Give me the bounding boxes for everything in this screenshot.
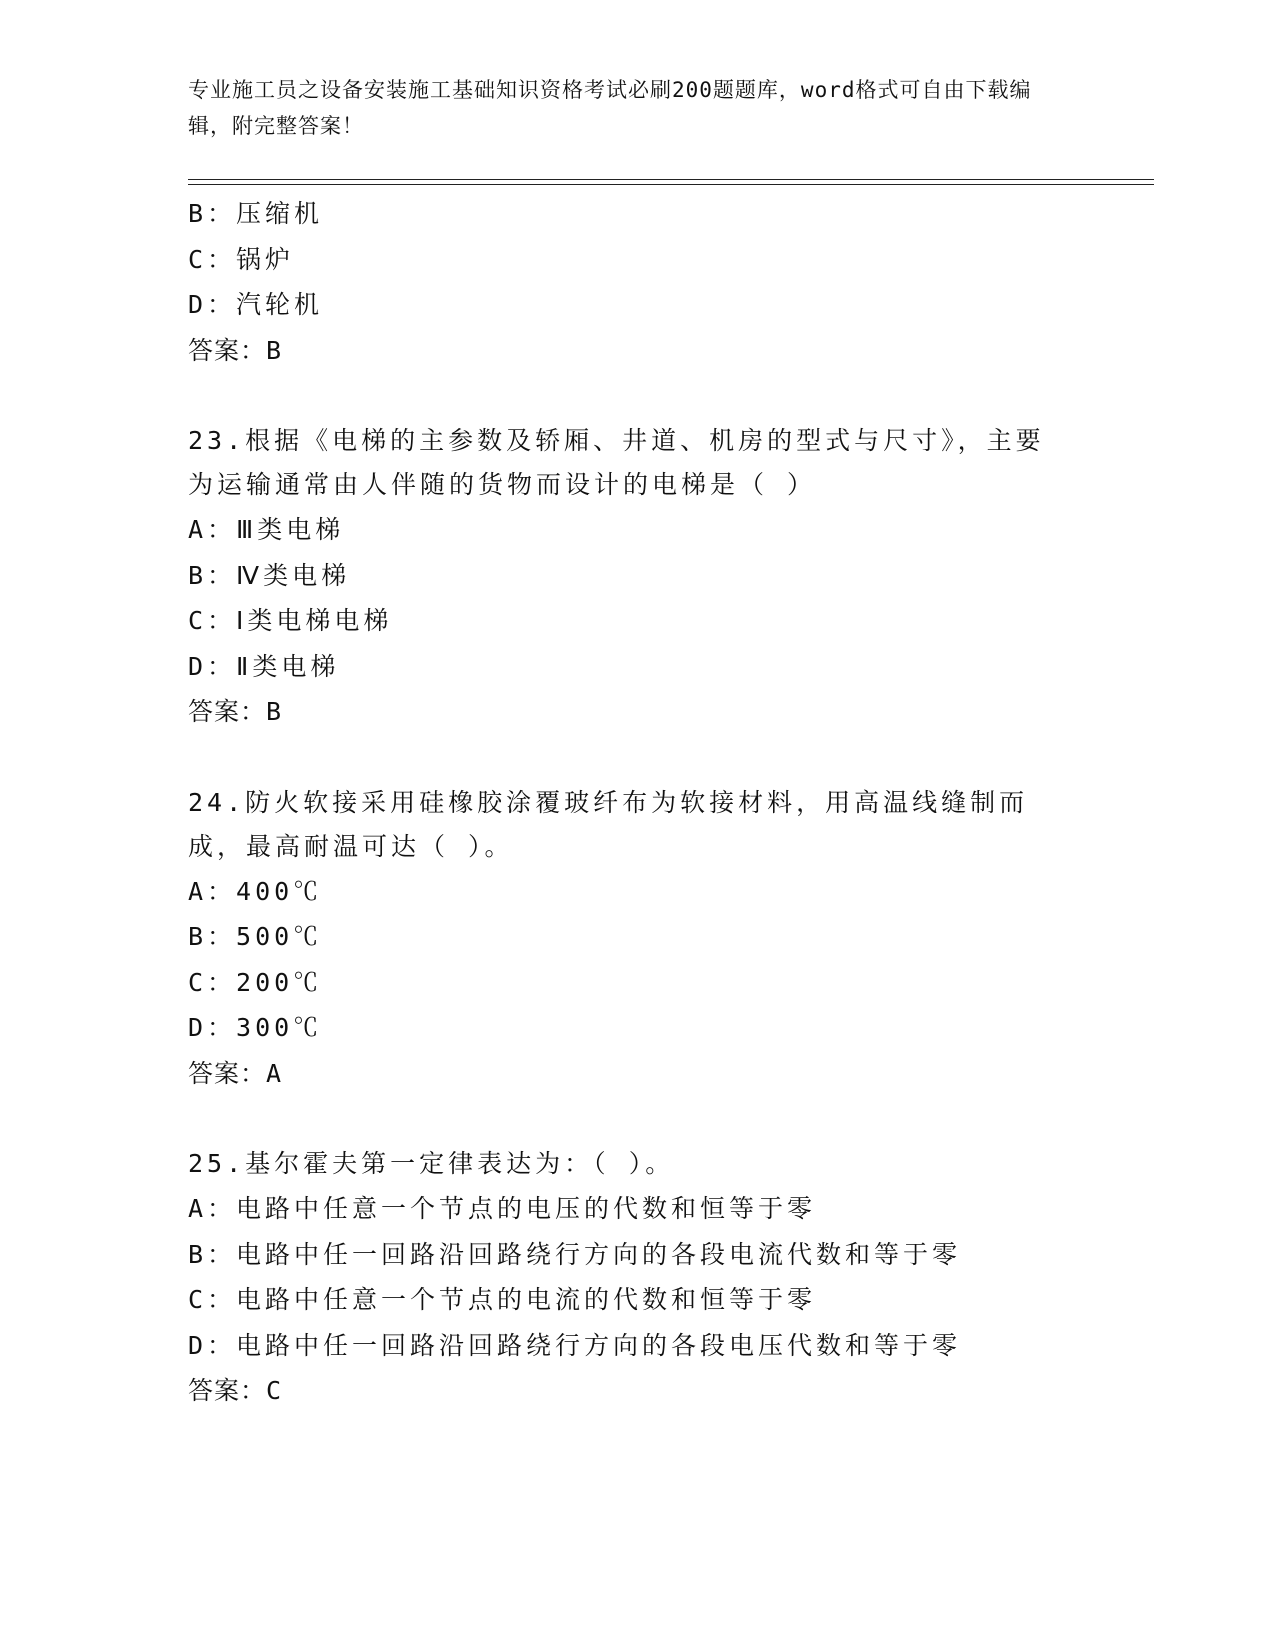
answer-line xyxy=(188,1368,1088,1414)
option-d: D：Ⅱ类电梯 xyxy=(188,651,340,681)
option-d: D：汽轮机 xyxy=(188,290,324,319)
option-c: C：200℃ xyxy=(188,967,323,997)
document-header: 专业施工员之设备安装施工基础知识资格考试必刷200题题库，word格式可自由下载编辑，附完整答案！ xyxy=(188,78,1032,138)
option-c: C：电路中任意一个节点的电流的代数和恒等于零 xyxy=(188,1285,817,1314)
option-c: C：Ⅰ类电梯电梯 xyxy=(188,606,393,635)
question-content xyxy=(188,191,1088,1414)
option-a: A：400℃ xyxy=(188,876,323,906)
answer-value: A xyxy=(266,1058,283,1088)
question-22-continuation xyxy=(188,191,1088,373)
question-25 xyxy=(188,1142,1088,1414)
answer-line xyxy=(188,689,1088,735)
option-b: B：500℃ xyxy=(188,922,323,951)
question-stem: 24.防火软接采用硅橡胶涂覆玻纤布为软接材料，用高温线缝制而成，最高耐温可达（ ）。 xyxy=(188,787,1029,861)
answer-label: 答案： xyxy=(188,335,267,365)
option-a: A：Ⅲ类电梯 xyxy=(188,515,345,544)
header-rule-bottom xyxy=(188,184,1154,185)
header-rule-top xyxy=(188,179,1154,180)
option-d: D：电路中任一回路沿回路绕行方向的各段电压代数和等于零 xyxy=(188,1330,962,1360)
option-b: B：电路中任一回路沿回路绕行方向的各段电流代数和等于零 xyxy=(188,1239,962,1269)
answer-value: B xyxy=(266,697,283,726)
answer-label: 答案： xyxy=(188,1376,267,1405)
answer-value: C xyxy=(266,1376,283,1405)
question-stem: 25.基尔霍夫第一定律表达为：（ ）。 xyxy=(188,1149,675,1178)
question-stem: 23.根据《电梯的主参数及轿厢、井道、机房的型式与尺寸》，主要为运输通常由人伴随的货物而设计的电梯是（ ） xyxy=(188,426,1045,499)
option-c: C：锅炉 xyxy=(188,244,295,274)
question-gap xyxy=(188,735,1088,781)
option-b: B：压缩机 xyxy=(188,199,324,228)
answer-line xyxy=(188,1051,1088,1097)
question-gap xyxy=(188,373,1088,419)
answer-value: B xyxy=(266,335,283,365)
question-23 xyxy=(188,419,1088,735)
question-gap xyxy=(188,1096,1088,1142)
question-24 xyxy=(188,781,1088,1097)
option-d: D：300℃ xyxy=(188,1013,323,1042)
answer-label: 答案： xyxy=(188,697,267,726)
option-b: B：Ⅳ类电梯 xyxy=(188,560,351,590)
answer-line xyxy=(188,328,1088,374)
option-a: A：电路中任意一个节点的电压的代数和恒等于零 xyxy=(188,1194,817,1223)
answer-label: 答案： xyxy=(188,1058,267,1088)
